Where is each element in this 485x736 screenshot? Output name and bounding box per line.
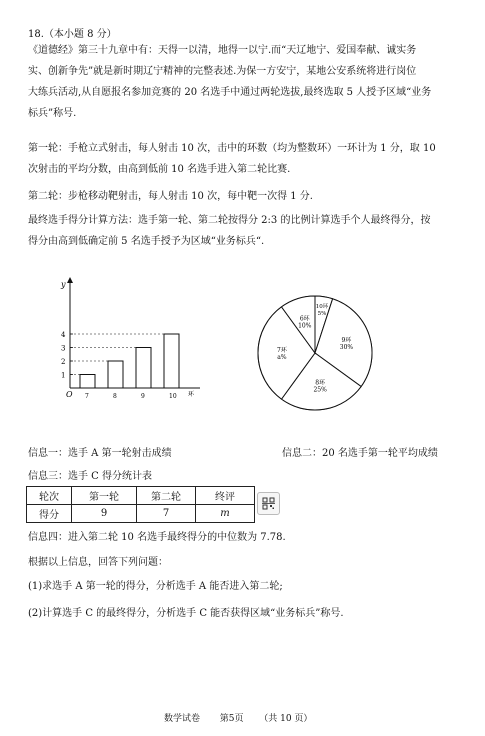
pie-slice-percent: 5% xyxy=(317,311,327,318)
footer-total: （共 10 页） xyxy=(259,714,313,724)
page-footer xyxy=(164,711,312,724)
info-two: 信息二：20 名选手第一轮平均成绩 xyxy=(282,448,438,459)
final-score-rules xyxy=(28,210,460,252)
y-tick-label: 2 xyxy=(61,358,66,366)
table-cell: 9 xyxy=(72,505,137,523)
table-cell: m xyxy=(196,505,255,523)
round-one-rules xyxy=(28,138,460,180)
pie-slice-percent: a% xyxy=(277,354,287,361)
bar xyxy=(80,375,95,389)
info-three: 信息三：选手 C 得分统计表 xyxy=(28,471,153,482)
questions-prompt: 根据以上信息，回答下列问题： xyxy=(28,557,168,568)
info-one: 信息一：选手 A 第一轮射击成绩 xyxy=(28,448,172,459)
table-cell: 得分 xyxy=(27,505,72,523)
final-line: 最终选手得分计算方法：选手第一轮、第二轮按得分 2:3 的比例计算选手个人最终得分，按 xyxy=(28,215,431,226)
intro-line: 实、创新争先”就是新时期辽宁精神的完整表述.为保一方安宁，某地公安系统将进行岗位 xyxy=(28,66,417,77)
final-line: 得分由高到低确定前 5 名选手授予为区域“业务标兵“. xyxy=(28,236,265,247)
pie-slice-label: 7环 xyxy=(277,347,287,354)
round-one-line: 第一轮：手枪立式射击，每人射击 10 次，击中的环数（均为整数环）一环计为 1 分，取 10 xyxy=(28,143,436,154)
info-four: 信息四：进入第二轮 10 名选手最终得分的中位数为 7.78. xyxy=(28,532,286,543)
table-header-cell: 第二轮 xyxy=(137,487,196,505)
x-tick-label: 7 xyxy=(85,393,89,400)
origin-label: O xyxy=(66,390,73,399)
y-tick-label: 3 xyxy=(61,344,66,353)
x-unit-label: 环 xyxy=(188,391,195,398)
pie-slice-percent: 25% xyxy=(313,386,327,394)
question-two: (2)计算选手 C 的最终得分，分析选手 C 能否获得区域“业务标兵”称号. xyxy=(28,608,344,619)
pie-slice-percent: 10% xyxy=(298,322,312,330)
pie-slice-label: 8环 xyxy=(315,379,326,387)
bar xyxy=(136,348,151,389)
pie-chart-average-scores xyxy=(255,295,375,415)
intro-line: 《道德经》第三十九章中有：天得一以清，地得一以宁.而“天辽地宁、爱国奉献、诚实务 xyxy=(28,45,417,56)
table-header-row xyxy=(27,487,255,505)
bar xyxy=(164,334,179,388)
footer-subject: 数学试卷 xyxy=(164,714,201,724)
table-cell: 7 xyxy=(137,505,196,523)
pie-slice-label: 6环 xyxy=(299,315,310,323)
table-header-cell: 第一轮 xyxy=(72,487,137,505)
round-one-line: 次射击的平均分数，由高到低前 10 名选手进入第二轮比赛. xyxy=(28,164,291,175)
y-axis-label: y xyxy=(61,280,66,289)
pie-slice-percent: 30% xyxy=(339,343,354,351)
y-tick-label: 4 xyxy=(61,331,66,339)
x-tick-label: 10 xyxy=(169,393,177,400)
pie-slice-label: 9环 xyxy=(341,336,352,344)
qr-scan-button[interactable] xyxy=(257,492,280,515)
problem-intro xyxy=(28,40,460,124)
intro-line: 大练兵活动,从自愿报名参加竞赛的 20 名选手中通过两轮选拔,最终选取 5 人授予区域“业务 xyxy=(28,87,432,98)
x-tick-label: 8 xyxy=(113,393,117,400)
y-tick-label: 1 xyxy=(61,371,66,380)
qr-code-icon xyxy=(262,497,275,510)
problem-header: 18.（本小题 8 分） xyxy=(28,29,117,40)
footer-page: 第5页 xyxy=(219,714,244,724)
bar xyxy=(108,361,123,388)
pie-slice-label: 10环 xyxy=(315,304,329,311)
question-one: (1)求选手 A 第一轮的得分，分析选手 A 能否进入第二轮; xyxy=(28,581,283,592)
round-two-rules: 第二轮：步枪移动靶射击，每人射击 10 次，每中靶一次得 1 分. xyxy=(28,191,313,202)
player-c-score-table xyxy=(26,486,255,523)
x-tick-label: 9 xyxy=(141,393,145,400)
intro-line: 标兵”称号. xyxy=(28,108,77,119)
bar-chart-player-a xyxy=(50,272,210,412)
table-header-cell: 终评 xyxy=(196,487,255,505)
table-row xyxy=(27,505,255,523)
table-header-cell: 轮次 xyxy=(27,487,72,505)
